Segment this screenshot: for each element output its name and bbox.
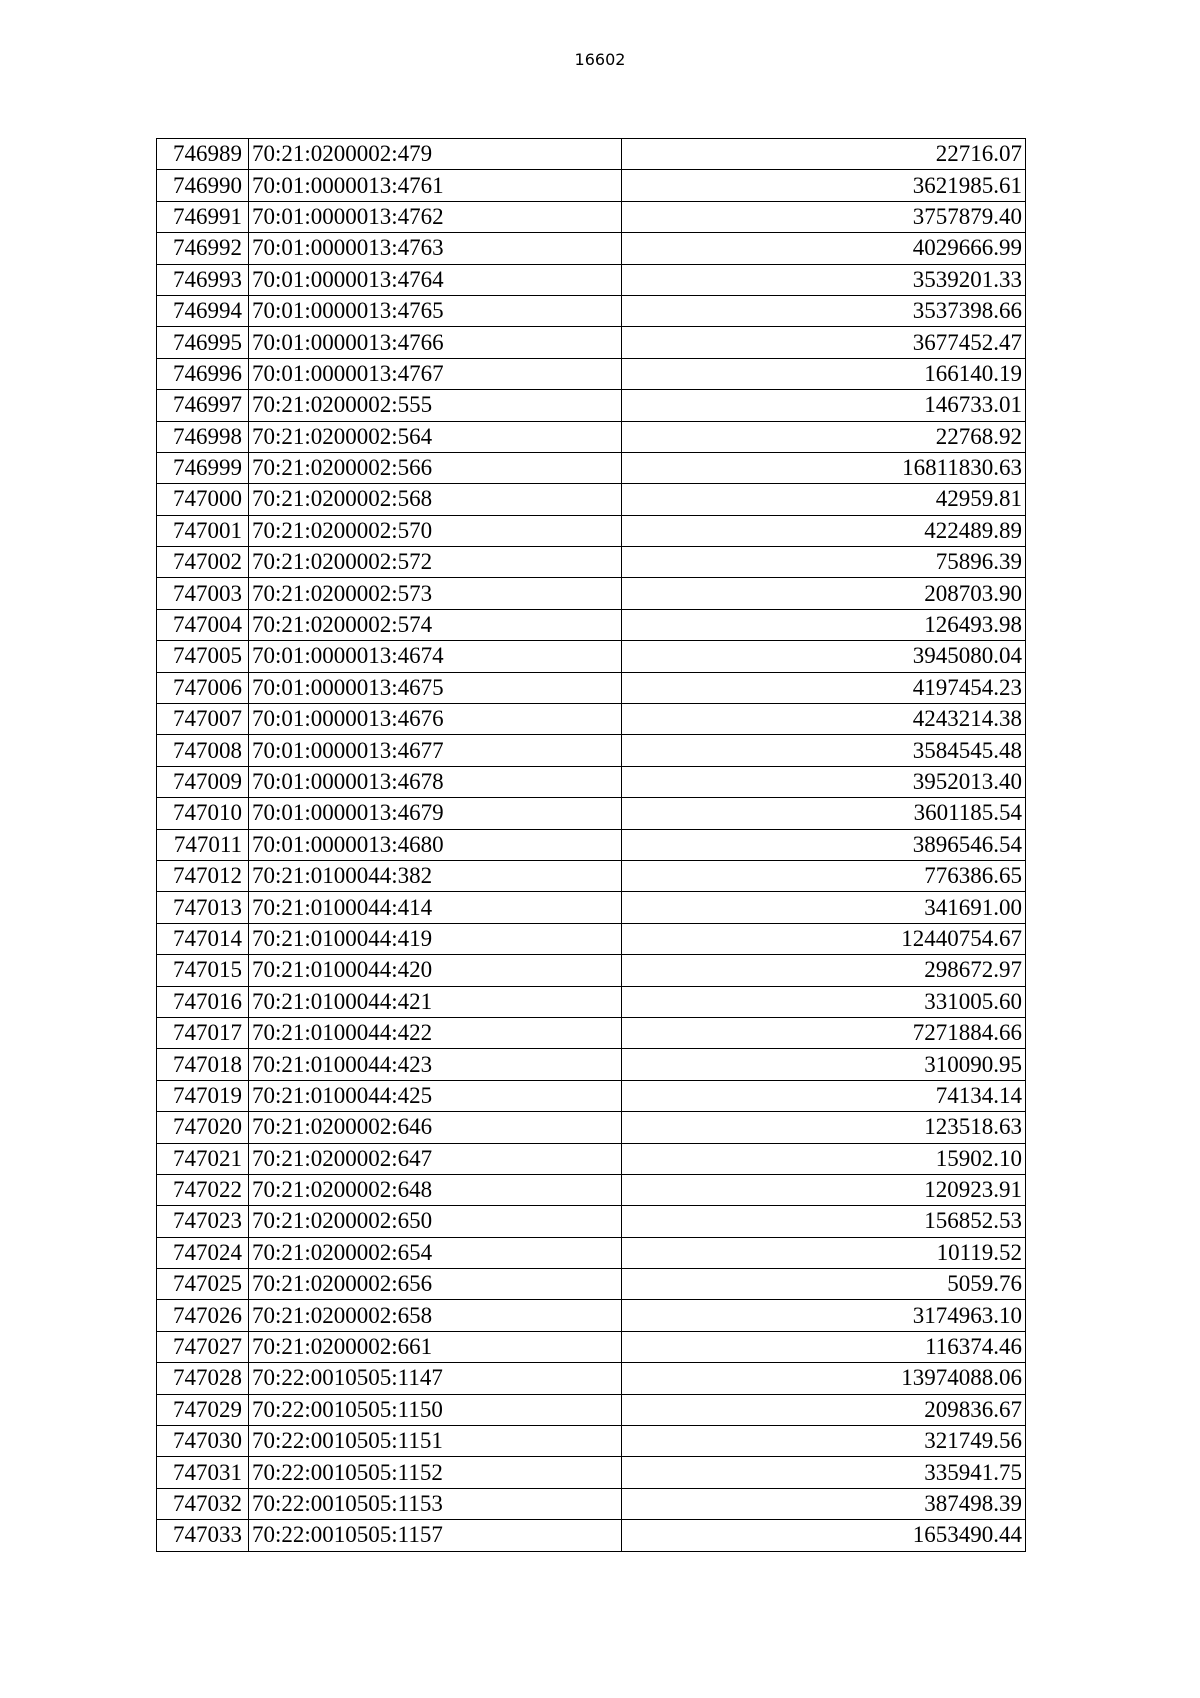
table-row — [157, 1049, 1026, 1080]
table-row — [157, 1520, 1026, 1551]
cadastral-number-cell: 70:01:0000013:4676 — [249, 704, 622, 735]
table-row — [157, 139, 1026, 170]
cadastral-value-cell: 74134.14 — [622, 1080, 1026, 1111]
table-row — [157, 1300, 1026, 1331]
cadastral-value-cell: 3896546.54 — [622, 829, 1026, 860]
table-row — [157, 452, 1026, 483]
cadastral-number-cell: 70:21:0200002:650 — [249, 1206, 622, 1237]
row-number-cell: 747009 — [157, 766, 249, 797]
row-number-cell: 747026 — [157, 1300, 249, 1331]
row-number-cell: 747027 — [157, 1331, 249, 1362]
table-row — [157, 1206, 1026, 1237]
cadastral-value-cell: 422489.89 — [622, 515, 1026, 546]
cadastral-value-cell: 123518.63 — [622, 1112, 1026, 1143]
cadastral-number-cell: 70:21:0200002:574 — [249, 609, 622, 640]
cadastral-number-cell: 70:21:0100044:423 — [249, 1049, 622, 1080]
cadastral-value-cell: 3952013.40 — [622, 766, 1026, 797]
cadastral-number-cell: 70:21:0200002:555 — [249, 390, 622, 421]
cadastral-value-cell: 4243214.38 — [622, 704, 1026, 735]
row-number-cell: 747030 — [157, 1426, 249, 1457]
table-body — [157, 139, 1026, 1552]
cadastral-value-cell: 298672.97 — [622, 955, 1026, 986]
cadastral-value-cell: 310090.95 — [622, 1049, 1026, 1080]
cadastral-number-cell: 70:01:0000013:4674 — [249, 641, 622, 672]
table-row — [157, 923, 1026, 954]
table-row — [157, 1269, 1026, 1300]
row-number-cell: 746995 — [157, 327, 249, 358]
cadastral-value-cell: 16811830.63 — [622, 452, 1026, 483]
cadastral-value-cell: 7271884.66 — [622, 1017, 1026, 1048]
cadastral-value-cell: 3621985.61 — [622, 170, 1026, 201]
cadastral-number-cell: 70:01:0000013:4767 — [249, 358, 622, 389]
cadastral-number-cell: 70:21:0100044:419 — [249, 923, 622, 954]
table-row — [157, 264, 1026, 295]
table-row — [157, 892, 1026, 923]
cadastral-value-cell: 12440754.67 — [622, 923, 1026, 954]
cadastral-value-cell: 15902.10 — [622, 1143, 1026, 1174]
row-number-cell: 747032 — [157, 1488, 249, 1519]
table-row — [157, 829, 1026, 860]
table-row — [157, 766, 1026, 797]
table-row — [157, 578, 1026, 609]
row-number-cell: 747021 — [157, 1143, 249, 1174]
cadastral-value-cell: 776386.65 — [622, 860, 1026, 891]
cadastral-number-cell: 70:22:0010505:1153 — [249, 1488, 622, 1519]
cadastral-value-cell: 3174963.10 — [622, 1300, 1026, 1331]
row-number-cell: 747018 — [157, 1049, 249, 1080]
cadastral-value-cell: 146733.01 — [622, 390, 1026, 421]
cadastral-value-cell: 120923.91 — [622, 1174, 1026, 1205]
cadastral-number-cell: 70:01:0000013:4680 — [249, 829, 622, 860]
cadastral-number-cell: 70:21:0100044:420 — [249, 955, 622, 986]
cadastral-number-cell: 70:01:0000013:4679 — [249, 798, 622, 829]
row-number-cell: 747022 — [157, 1174, 249, 1205]
row-number-cell: 747007 — [157, 704, 249, 735]
row-number-cell: 746991 — [157, 201, 249, 232]
cadastral-number-cell: 70:22:0010505:1157 — [249, 1520, 622, 1551]
table-row — [157, 986, 1026, 1017]
row-number-cell: 747014 — [157, 923, 249, 954]
table-row — [157, 295, 1026, 326]
row-number-cell: 747023 — [157, 1206, 249, 1237]
cadastral-number-cell: 70:01:0000013:4761 — [249, 170, 622, 201]
table-row — [157, 1080, 1026, 1111]
row-number-cell: 747031 — [157, 1457, 249, 1488]
cadastral-number-cell: 70:21:0200002:479 — [249, 139, 622, 170]
cadastral-number-cell: 70:01:0000013:4766 — [249, 327, 622, 358]
row-number-cell: 747025 — [157, 1269, 249, 1300]
cadastral-number-cell: 70:21:0200002:661 — [249, 1331, 622, 1362]
cadastral-number-cell: 70:01:0000013:4763 — [249, 233, 622, 264]
cadastral-value-cell: 331005.60 — [622, 986, 1026, 1017]
row-number-cell: 747004 — [157, 609, 249, 640]
table-row — [157, 609, 1026, 640]
row-number-cell: 746998 — [157, 421, 249, 452]
table-row — [157, 233, 1026, 264]
row-number-cell: 747000 — [157, 484, 249, 515]
cadastral-number-cell: 70:01:0000013:4765 — [249, 295, 622, 326]
cadastral-number-cell: 70:22:0010505:1150 — [249, 1394, 622, 1425]
cadastral-value-cell: 3677452.47 — [622, 327, 1026, 358]
row-number-cell: 747020 — [157, 1112, 249, 1143]
cadastral-number-cell: 70:21:0200002:648 — [249, 1174, 622, 1205]
row-number-cell: 747016 — [157, 986, 249, 1017]
cadastral-number-cell: 70:21:0100044:382 — [249, 860, 622, 891]
table-row — [157, 1112, 1026, 1143]
cadastral-value-cell: 387498.39 — [622, 1488, 1026, 1519]
table-row — [157, 1426, 1026, 1457]
row-number-cell: 747029 — [157, 1394, 249, 1425]
cadastral-value-cell: 3539201.33 — [622, 264, 1026, 295]
cadastral-value-cell: 13974088.06 — [622, 1363, 1026, 1394]
row-number-cell: 746993 — [157, 264, 249, 295]
cadastral-number-cell: 70:21:0100044:414 — [249, 892, 622, 923]
cadastral-value-cell: 208703.90 — [622, 578, 1026, 609]
table-row — [157, 798, 1026, 829]
row-number-cell: 747001 — [157, 515, 249, 546]
cadastral-value-cell: 75896.39 — [622, 547, 1026, 578]
table-row — [157, 1143, 1026, 1174]
table-row — [157, 704, 1026, 735]
cadastral-number-cell: 70:21:0200002:656 — [249, 1269, 622, 1300]
table-row — [157, 1237, 1026, 1268]
cadastral-number-cell: 70:21:0100044:422 — [249, 1017, 622, 1048]
cadastral-number-cell: 70:22:0010505:1151 — [249, 1426, 622, 1457]
table-row — [157, 1457, 1026, 1488]
cadastral-value-cell: 341691.00 — [622, 892, 1026, 923]
cadastral-value-cell: 4197454.23 — [622, 672, 1026, 703]
cadastral-value-cell: 335941.75 — [622, 1457, 1026, 1488]
cadastral-value-cell: 3945080.04 — [622, 641, 1026, 672]
row-number-cell: 747013 — [157, 892, 249, 923]
cadastral-value-cell: 166140.19 — [622, 358, 1026, 389]
row-number-cell: 747008 — [157, 735, 249, 766]
row-number-cell: 746996 — [157, 358, 249, 389]
table-row — [157, 1394, 1026, 1425]
cadastral-number-cell: 70:01:0000013:4678 — [249, 766, 622, 797]
table-row — [157, 672, 1026, 703]
table-row — [157, 201, 1026, 232]
row-number-cell: 747003 — [157, 578, 249, 609]
cadastral-number-cell: 70:21:0200002:573 — [249, 578, 622, 609]
cadastral-value-cell: 10119.52 — [622, 1237, 1026, 1268]
cadastral-number-cell: 70:22:0010505:1147 — [249, 1363, 622, 1394]
row-number-cell: 747011 — [157, 829, 249, 860]
row-number-cell: 746994 — [157, 295, 249, 326]
row-number-cell: 747017 — [157, 1017, 249, 1048]
table-row — [157, 327, 1026, 358]
cadastral-value-cell: 5059.76 — [622, 1269, 1026, 1300]
row-number-cell: 747033 — [157, 1520, 249, 1551]
row-number-cell: 747019 — [157, 1080, 249, 1111]
table-row — [157, 1174, 1026, 1205]
cadastral-number-cell: 70:21:0200002:570 — [249, 515, 622, 546]
row-number-cell: 746992 — [157, 233, 249, 264]
cadastral-value-cell: 209836.67 — [622, 1394, 1026, 1425]
cadastral-value-cell: 321749.56 — [622, 1426, 1026, 1457]
cadastral-number-cell: 70:21:0200002:647 — [249, 1143, 622, 1174]
row-number-cell: 747010 — [157, 798, 249, 829]
table-row — [157, 515, 1026, 546]
row-number-cell: 747028 — [157, 1363, 249, 1394]
table-row — [157, 358, 1026, 389]
page-number: 16602 — [574, 50, 626, 69]
row-number-cell: 747002 — [157, 547, 249, 578]
row-number-cell: 746999 — [157, 452, 249, 483]
cadastral-value-cell: 3537398.66 — [622, 295, 1026, 326]
row-number-cell: 747005 — [157, 641, 249, 672]
row-number-cell: 747012 — [157, 860, 249, 891]
table-row — [157, 1363, 1026, 1394]
row-number-cell: 746997 — [157, 390, 249, 421]
row-number-cell: 746989 — [157, 139, 249, 170]
table-row — [157, 860, 1026, 891]
table-row — [157, 955, 1026, 986]
cadastral-value-cell: 156852.53 — [622, 1206, 1026, 1237]
cadastral-value-cell: 126493.98 — [622, 609, 1026, 640]
cadastral-number-cell: 70:21:0100044:421 — [249, 986, 622, 1017]
cadastral-value-cell: 4029666.99 — [622, 233, 1026, 264]
cadastral-value-table — [156, 138, 1026, 1552]
row-number-cell: 747015 — [157, 955, 249, 986]
cadastral-number-cell: 70:01:0000013:4764 — [249, 264, 622, 295]
table-row — [157, 390, 1026, 421]
row-number-cell: 746990 — [157, 170, 249, 201]
cadastral-number-cell: 70:01:0000013:4762 — [249, 201, 622, 232]
cadastral-number-cell: 70:21:0200002:658 — [249, 1300, 622, 1331]
cadastral-number-cell: 70:01:0000013:4675 — [249, 672, 622, 703]
table-row — [157, 170, 1026, 201]
cadastral-number-cell: 70:21:0100044:425 — [249, 1080, 622, 1111]
cadastral-value-cell: 22716.07 — [622, 139, 1026, 170]
cadastral-value-cell: 116374.46 — [622, 1331, 1026, 1362]
table-row — [157, 484, 1026, 515]
row-number-cell: 747006 — [157, 672, 249, 703]
cadastral-number-cell: 70:21:0200002:654 — [249, 1237, 622, 1268]
cadastral-number-cell: 70:21:0200002:564 — [249, 421, 622, 452]
table-row — [157, 1331, 1026, 1362]
cadastral-number-cell: 70:22:0010505:1152 — [249, 1457, 622, 1488]
cadastral-value-cell: 42959.81 — [622, 484, 1026, 515]
cadastral-number-cell: 70:01:0000013:4677 — [249, 735, 622, 766]
table-row — [157, 735, 1026, 766]
cadastral-number-cell: 70:21:0200002:566 — [249, 452, 622, 483]
cadastral-number-cell: 70:21:0200002:646 — [249, 1112, 622, 1143]
table-row — [157, 547, 1026, 578]
cadastral-value-cell: 3584545.48 — [622, 735, 1026, 766]
table-row — [157, 1488, 1026, 1519]
table-row — [157, 1017, 1026, 1048]
cadastral-number-cell: 70:21:0200002:572 — [249, 547, 622, 578]
table-row — [157, 421, 1026, 452]
cadastral-value-cell: 1653490.44 — [622, 1520, 1026, 1551]
table-row — [157, 641, 1026, 672]
cadastral-value-cell: 3757879.40 — [622, 201, 1026, 232]
row-number-cell: 747024 — [157, 1237, 249, 1268]
cadastral-number-cell: 70:21:0200002:568 — [249, 484, 622, 515]
cadastral-value-cell: 22768.92 — [622, 421, 1026, 452]
cadastral-value-cell: 3601185.54 — [622, 798, 1026, 829]
